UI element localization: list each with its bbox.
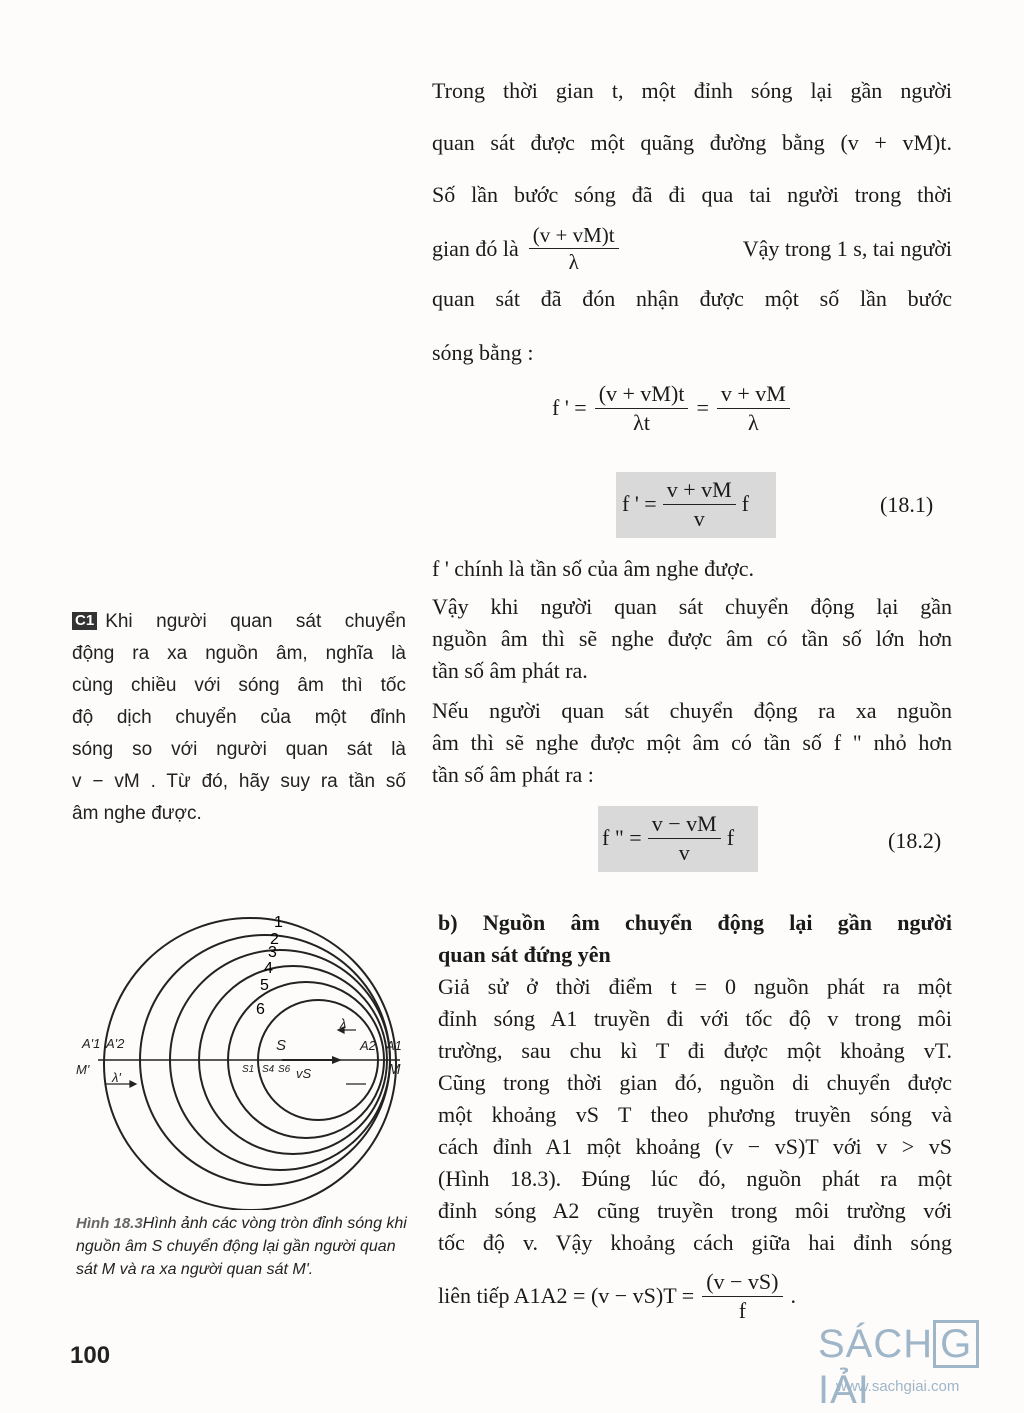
watermark-g: G [933,1320,979,1368]
fraction-denominator: v [678,839,690,865]
paragraph-line: đỉnh sóng A1 truyền đi với tốc độ v trong môi [438,1006,952,1031]
text: gian đó là [432,235,519,261]
text: liên tiếp A1A2 = (v − vS)T = [438,1283,695,1308]
label-S6: S6 [278,1064,291,1075]
label-S1: S1 [242,1064,255,1075]
eq-lhs: f ' = [622,491,657,516]
paragraph-line: sóng bằng : [432,340,534,365]
fraction-numerator: v − vM [648,810,721,839]
eq-rhs: f [741,491,749,516]
watermark-text: SÁCH [818,1322,934,1366]
page-number: 100 [70,1342,111,1369]
text: Vậy trong 1 s, tai người [742,235,952,261]
paragraph-line: Số lần bước sóng đã đi qua tai người trong thời [432,182,952,207]
caption-figure-number: Hình 18.3 [76,1215,143,1232]
equation-18-1 [622,476,749,532]
paragraph-line: Nếu người quan sát chuyển động ra xa nguồn [432,698,952,723]
paragraph-line: cách đỉnh A1 một khoảng (v − vS)T với v > vS [438,1134,952,1159]
c1-line: cùng chiều với sóng âm thì tốc [72,675,406,696]
paragraph-line: Giả sử ở thời điểm t = 0 nguồn phát ra một [438,974,952,999]
main-column [432,0,952,1340]
equation-fprime [552,380,790,436]
label-A1: A1 [386,1038,402,1053]
ring-label: 3 [268,944,277,961]
text: . [790,1283,796,1308]
fraction-denominator: λ [748,409,759,435]
fraction-numerator: (v + vM)t [595,380,689,409]
section-heading: quan sát đứng yên [438,942,611,967]
paragraph-line: đỉnh sóng A2 cũng truyền trong môi trường với [438,1198,952,1223]
fraction-numerator: (v + vM)t [529,222,619,249]
ring-label: 4 [264,960,273,977]
ring-label: 6 [256,1001,265,1018]
fraction-numerator: (v − vS) [702,1268,782,1297]
label-vS: vS [296,1066,312,1081]
label-M: M [388,1061,401,1078]
eq-fraction [595,380,689,436]
label-S: S [276,1037,287,1054]
inline-fraction [529,222,619,276]
wave-circles-figure [70,900,420,1210]
fraction-denominator: v [693,505,705,531]
c1-badge: C1 [72,612,97,630]
c1-line: Khi người quan sát chuyển [105,611,406,632]
equation-number: (18.1) [880,492,934,517]
paragraph-line-with-fraction [432,222,952,276]
fraction-denominator: λt [633,409,650,435]
c1-line: động ra xa nguồn âm, nghĩa là [72,643,406,664]
paragraph-line: âm thì sẽ nghe được một âm có tần số f " nhỏ hơn [432,730,952,755]
paragraph-line: f ' chính là tần số của âm nghe được. [432,556,754,581]
label-A2: A2 [360,1038,376,1053]
watermark-url: www.sachgiai.com [836,1378,960,1395]
eq-fraction [648,810,721,866]
label-A1-prime: A'1 [82,1036,101,1051]
fraction-numerator: v + vM [717,380,790,409]
equation-number: (18.2) [888,828,942,853]
c1-line: v − vM . Từ đó, hãy suy ra tần số [72,771,406,792]
eq-fraction [663,476,736,532]
c1-line: độ dịch chuyển của một đỉnh [72,707,406,728]
label-A2-prime: A'2 [106,1036,125,1051]
fraction-denominator: f [738,1297,747,1323]
section-heading: b) Nguồn âm chuyển động lại gần người [438,910,952,935]
eq-lhs: f ' = [552,395,587,420]
eq-fraction [702,1268,782,1324]
label-S4: S4 [262,1064,275,1075]
label-lambda: λ [340,1016,347,1031]
paragraph-line: nguồn âm thì sẽ nghe được âm có tần số lớn hơn [432,626,952,651]
ring-label: 2 [270,931,279,948]
equation-18-2 [602,810,734,866]
paragraph-line: quan sát đã đón nhận được một số lần bước [432,286,952,311]
ring-label: 5 [260,977,269,994]
last-line-with-fraction [438,1268,958,1324]
label-M-prime: M' [76,1062,90,1077]
paragraph-line: (Hình 18.3). Đúng lúc đó, nguồn phát ra một [438,1166,952,1191]
paragraph-line: Trong thời gian t, một đỉnh sóng lại gần người [432,78,952,103]
ring-label: 1 [274,914,283,931]
eq-rhs: f [726,825,735,850]
paragraph-line: trường, sau chu kì T đi được một khoảng vT. [438,1038,952,1063]
paragraph-line: tần số âm phát ra. [432,658,588,683]
eq-fraction [717,380,790,436]
c1-line: sóng so với người quan sát là [72,739,406,760]
eq-equals: = [696,395,709,420]
paragraph-line: quan sát được một quãng đường bằng (v + vM)t. [432,130,952,155]
eq-lhs: f " = [602,825,642,850]
paragraph-line: một khoảng vS T theo phương truyền sóng và [438,1102,952,1127]
c1-question [72,606,406,830]
paragraph-line: Cũng trong thời gian đó, nguồn di chuyển được [438,1070,952,1095]
figure-caption [76,1212,416,1281]
watermark-logo [818,1320,1024,1413]
watermark-text: IẢI [818,1368,870,1412]
c1-line: âm nghe được. [72,803,202,824]
fraction-denominator: λ [568,250,579,275]
paragraph-line: tần số âm phát ra : [432,762,594,787]
paragraph-line: tốc độ v. Vậy khoảng cách giữa hai đỉnh sóng [438,1230,952,1255]
fraction-numerator: v + vM [663,476,736,505]
caption-text: Hình ảnh các vòng tròn đỉnh sóng khi nguồn âm S chuyển động lại gần người quan sát M và ra xa người quan sát M'. [76,1215,407,1278]
paragraph-line: Vậy khi người quan sát chuyển động lại gần [432,594,952,619]
label-lambda-prime: λ' [112,1070,121,1085]
